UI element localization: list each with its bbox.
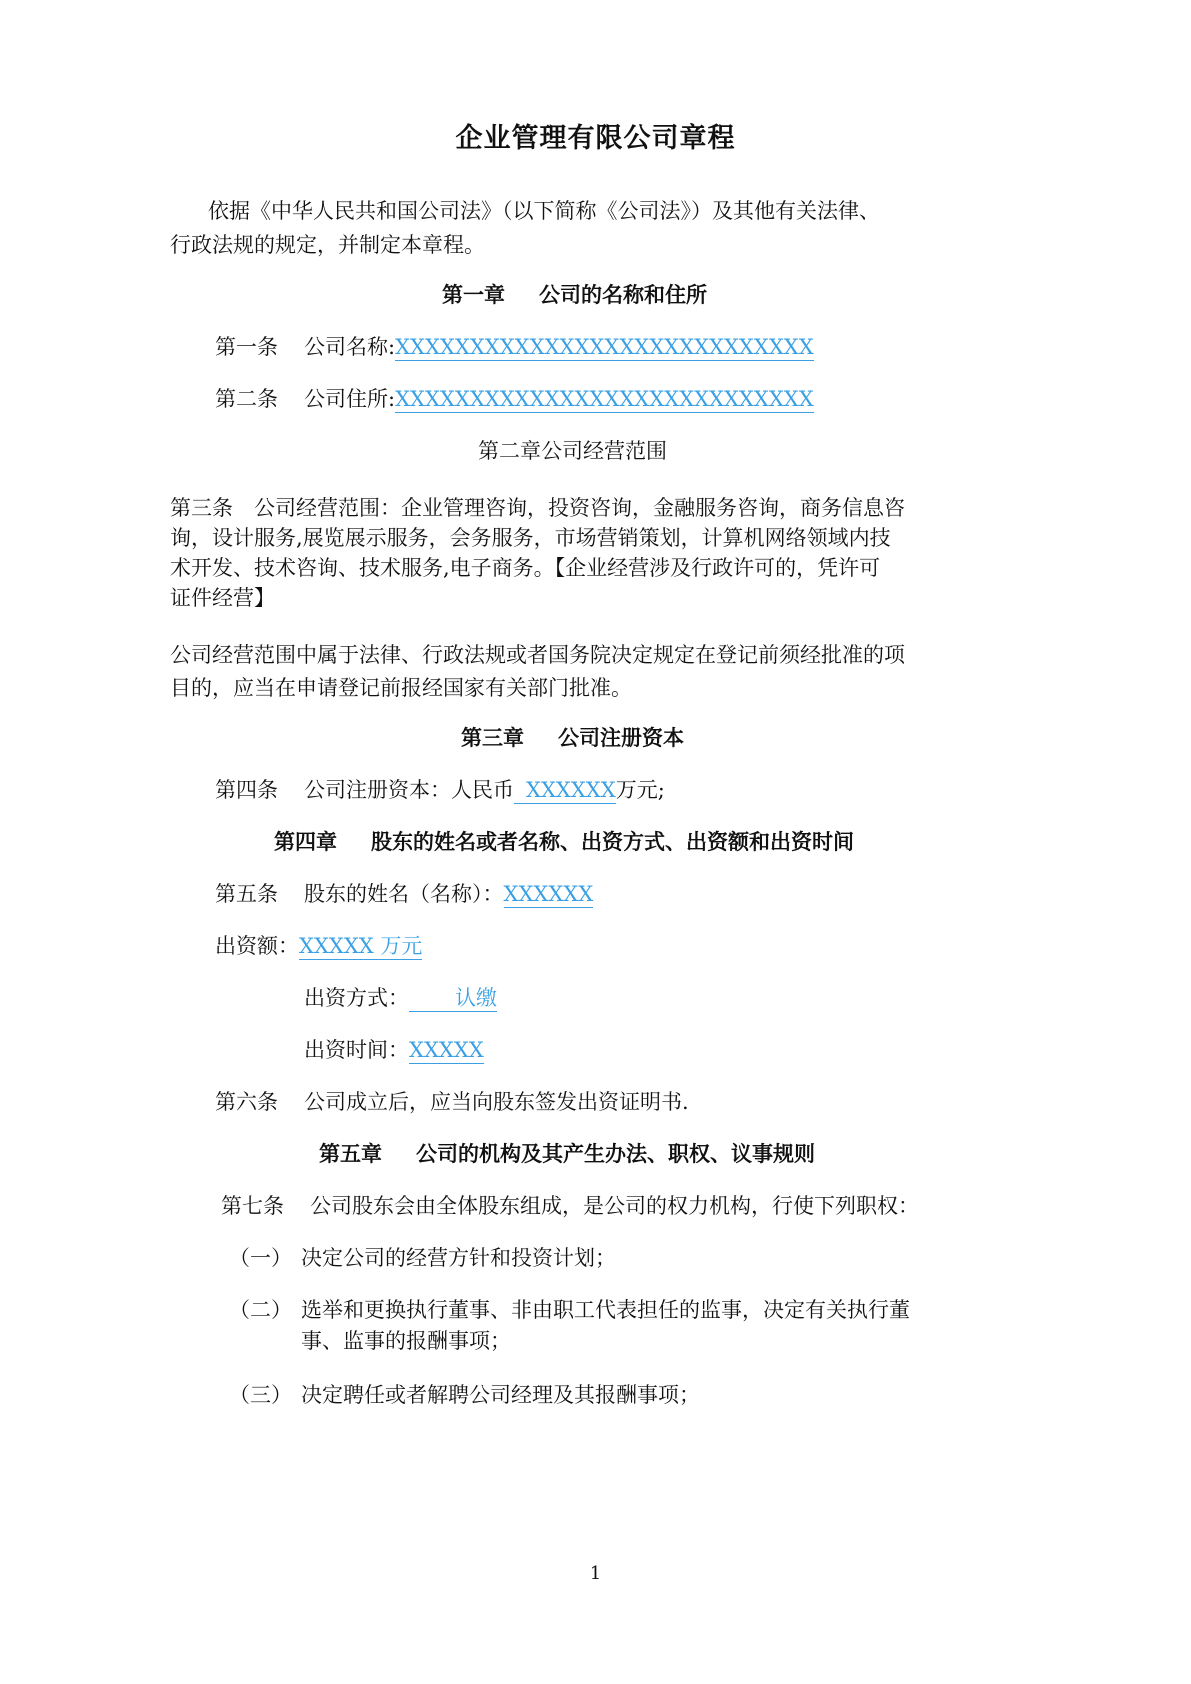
article-2-field: 公司住所: [304, 387, 396, 411]
chapter-2-heading: 第二章公司经营范围 [478, 439, 667, 463]
contribution-method-field: 出资方式： [304, 986, 409, 1010]
article-7-label: 第七条 [221, 1194, 284, 1218]
chapter-5-heading [319, 1139, 815, 1169]
chapter-4-title: 股东的姓名或者名称、出资方式、出资额和出资时间 [371, 829, 854, 854]
registered-capital-blank: XXXXXX [514, 778, 616, 804]
contribution-time-blank: XXXXX [409, 1038, 484, 1062]
article-3-line-3: 术开发、技术咨询、技术服务,电子商务。【企业经营涉及行政许可的，凭许可 [170, 556, 881, 580]
article-1-field: 公司名称: [304, 335, 396, 359]
article-1 [215, 332, 814, 362]
article-6-label: 第六条 [215, 1090, 278, 1114]
chapter-4-heading [274, 827, 854, 857]
article-6 [215, 1087, 689, 1117]
chapter-5-label: 第五章 [319, 1141, 382, 1166]
article-5-label: 第五条 [215, 882, 278, 906]
company-address-blank: XXXXXXXXXXXXXXXXXXXXXXXXXXXX [395, 387, 814, 411]
page-title: 企业管理有限公司章程 [455, 123, 736, 154]
contribution-time-field: 出资时间： [304, 1038, 409, 1062]
chapter-3-heading [461, 723, 684, 753]
intro-line-1: 依据《中华人民共和国公司法》（以下简称《公司法》）及其他有关法律、 [208, 199, 880, 223]
article-1-label: 第一条 [215, 335, 278, 359]
list-item-number: （一） [229, 1246, 292, 1270]
intro-line-2: 行政法规的规定，并制定本章程。 [170, 233, 485, 257]
shareholder-name-blank: XXXXXX [503, 882, 594, 906]
list-item-text: 决定聘任或者解聘公司经理及其报酬事项； [301, 1383, 700, 1407]
article-5-field: 股东的姓名（名称）： [304, 882, 504, 906]
article-7 [221, 1191, 919, 1221]
article-4-suffix: 万元; [615, 778, 665, 802]
page-number: 1 [589, 1563, 602, 1584]
contribution-amount-blank: XXXXX 万元 [299, 934, 423, 958]
article-4-label: 第四条 [215, 778, 278, 802]
company-name-blank: XXXXXXXXXXXXXXXXXXXXXXXXXXXX [395, 335, 814, 359]
article-3-line-4: 证件经营】 [170, 586, 275, 610]
list-item-number: （二） [229, 1298, 292, 1322]
scope-note-line-2: 目的，应当在申请登记前报经国家有关部门批准。 [170, 676, 632, 700]
chapter-3-label: 第三章 [461, 725, 524, 750]
list-item-text: 选举和更换执行董事、非由职工代表担任的监事，决定有关执行董事、监事的报酬事项； [301, 1298, 910, 1353]
article-6-text: 公司成立后，应当向股东签发出资证明书. [304, 1090, 689, 1114]
list-item [229, 1243, 1009, 1274]
chapter-5-title: 公司的机构及其产生办法、职权、议事规则 [416, 1141, 815, 1166]
chapter-3-title: 公司注册资本 [558, 725, 684, 750]
chapter-1-title: 公司的名称和住所 [539, 282, 707, 307]
article-2-label: 第二条 [215, 387, 278, 411]
chapter-1-label: 第一章 [442, 282, 505, 307]
contribution-amount-field: 出资额： [215, 934, 299, 958]
scope-note-line-1: 公司经营范围中属于法律、行政法规或者国务院决定规定在登记前须经批准的项 [170, 643, 905, 667]
article-7-text: 公司股东会由全体股东组成，是公司的权力机构，行使下列职权： [310, 1194, 919, 1218]
article-3-line-1: 第三条 公司经营范围：企业管理咨询，投资咨询，金融服务咨询，商务信息咨 [170, 496, 905, 520]
chapter-4-label: 第四章 [274, 829, 337, 854]
article-4 [215, 775, 665, 805]
contribution-method [304, 983, 497, 1013]
article-2 [215, 384, 814, 414]
article-4-field: 公司注册资本：人民币 [304, 778, 514, 802]
chapter-1-heading [442, 280, 707, 310]
article-3-line-2: 询，设计服务,展览展示服务，会务服务，市场营销策划，计算机网络领域内技 [170, 526, 891, 550]
list-item-number: （三） [229, 1383, 292, 1407]
contribution-method-blank: 认缴 [409, 986, 497, 1012]
list-item-text: 决定公司的经营方针和投资计划； [301, 1246, 616, 1270]
list-item [229, 1295, 1009, 1357]
contribution-time [304, 1035, 484, 1065]
article-5 [215, 879, 593, 909]
list-item [229, 1380, 1009, 1411]
contribution-amount [215, 931, 422, 961]
